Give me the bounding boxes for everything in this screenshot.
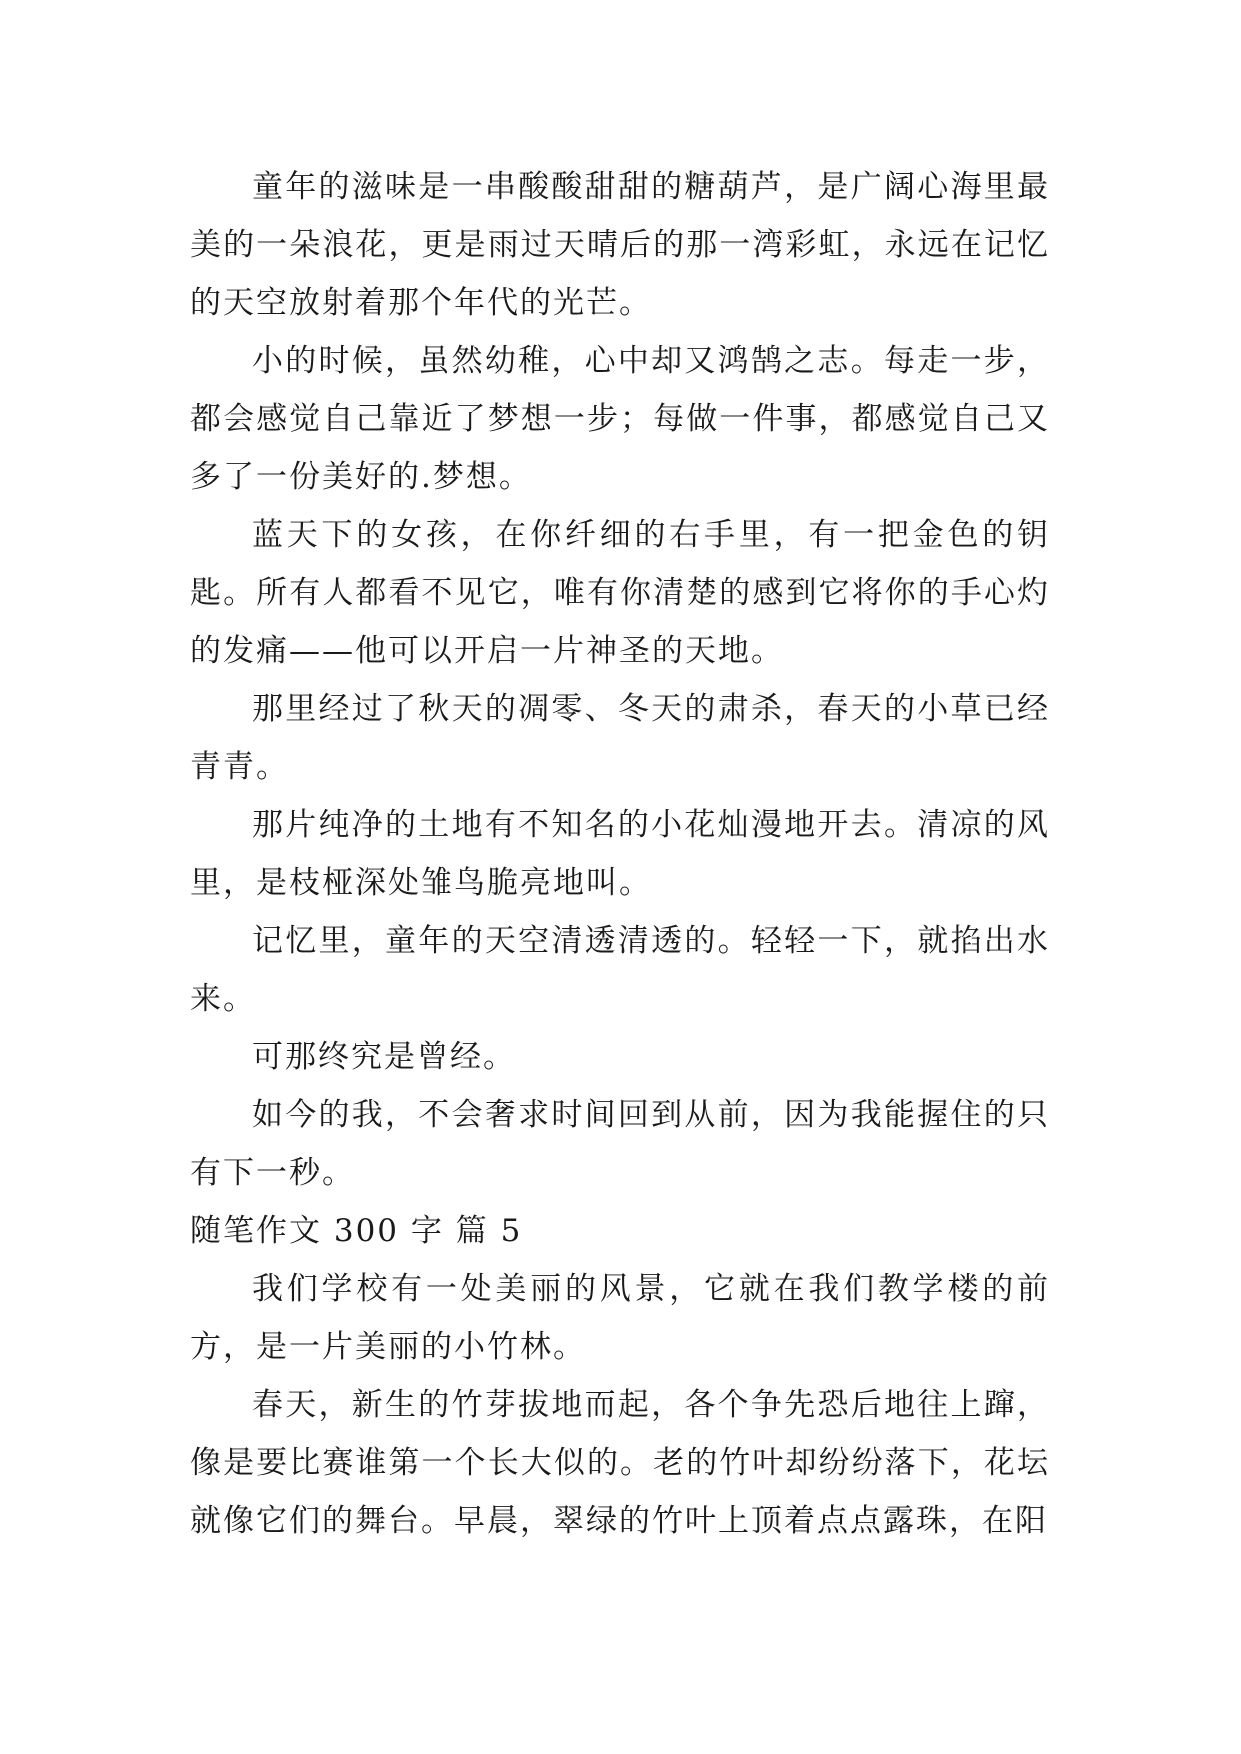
paragraph-golden-key: 蓝天下的女孩，在你纤细的右手里，有一把金色的钥匙。所有人都看不见它，唯有你清楚的感到它将你的手心灼的发痛——他可以开启一片神圣的天地。 [190,517,1050,669]
paragraph-pure-land: 那片纯净的土地有不知名的小花灿漫地开去。清凉的风里，是枝桠深处雏鸟脆亮地叫。 [190,807,1050,901]
paragraph-spring-grass: 那里经过了秋天的凋零、冬天的肃杀，春天的小草已经青青。 [190,691,1050,785]
paragraph-childhood-taste: 童年的滋味是一串酸酸甜甜的糖葫芦，是广阔心海里最美的一朵浪花，更是雨过天晴后的那一湾彩虹，永远在记忆的天空放射着那个年代的光芒。 [190,169,1050,321]
paragraph-childhood-dreams: 小的时候，虽然幼稚，心中却又鸿鹄之志。每走一步，都会感觉自己靠近了梦想一步；每做一件事，都感觉自己又多了一份美好的.梦想。 [190,343,1050,495]
section-heading: 随笔作文 300 字 篇 5 [190,1213,523,1249]
paragraph-bamboo-grove: 我们学校有一处美丽的风景，它就在我们教学楼的前方，是一片美丽的小竹林。 [190,1271,1050,1365]
paragraph-spring-bamboo: 春天，新生的竹芽拔地而起，各个争先恐后地往上蹿，像是要比赛谁第一个长大似的。老的竹叶却纷纷落下，花坛就像它们的舞台。早晨，翠绿的竹叶上顶着点点露珠，在阳 [190,1387,1050,1539]
paragraph-clear-sky: 记忆里，童年的天空清透清透的。轻轻一下，就掐出水来。 [190,923,1050,1017]
article-body [190,158,1050,1550]
paragraph-next-second: 如今的我，不会奢求时间回到从前，因为我能握住的只有下一秒。 [190,1097,1050,1191]
paragraph-once-upon: 可那终究是曾经。 [252,1039,516,1075]
